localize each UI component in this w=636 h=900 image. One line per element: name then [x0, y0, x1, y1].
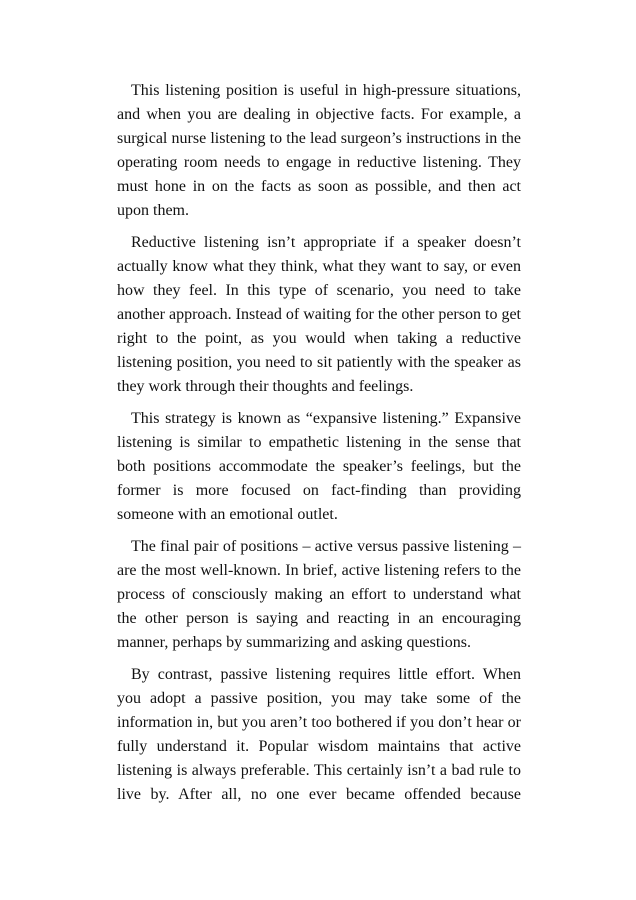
text-line: manner, perhaps by summarizing and asking questions. [117, 634, 471, 651]
text-line: and when you are dealing in objective facts. For example, a [117, 106, 521, 123]
text-line: they work through their thoughts and feelings. [117, 378, 414, 395]
text-line: The final pair of positions – active versus passive listening – [131, 538, 521, 555]
text-line: listening is similar to empathetic listening in the sense that [117, 434, 521, 451]
text-line: another approach. Instead of waiting for the other person to get [117, 306, 521, 323]
paragraph [117, 535, 521, 655]
document-page [117, 79, 521, 815]
paragraph [117, 79, 521, 223]
text-line: right to the point, as you would when taking a reductive [117, 330, 521, 347]
text-line: are the most well-known. In brief, active listening refers to the [117, 562, 521, 579]
text-line: both positions accommodate the speaker’s feelings, but the [117, 458, 521, 475]
text-line: process of consciously making an effort to understand what [117, 586, 521, 603]
text-line: someone with an emotional outlet. [117, 506, 338, 523]
text-line: By contrast, passive listening requires little effort. When [131, 666, 521, 683]
text-line: upon them. [117, 202, 189, 219]
text-line: surgical nurse listening to the lead surgeon’s instructions in the [117, 130, 521, 147]
paragraph [117, 231, 521, 399]
text-line: the other person is saying and reacting in an encouraging [117, 610, 521, 627]
text-line: Reductive listening isn’t appropriate if a speaker doesn’t [131, 234, 521, 251]
text-line: listening is always preferable. This certainly isn’t a bad rule to [117, 762, 521, 779]
text-line: This strategy is known as “expansive listening.” Expansive [131, 410, 521, 427]
text-line: operating room needs to engage in reductive listening. They [117, 154, 521, 171]
text-line: former is more focused on fact-finding than providing [117, 482, 521, 499]
text-line: This listening position is useful in high-pressure situations, [131, 82, 521, 99]
text-line: you adopt a passive position, you may take some of the [117, 690, 521, 707]
paragraph [117, 663, 521, 807]
text-line: must hone in on the facts as soon as possible, and then act [117, 178, 521, 195]
paragraph [117, 407, 521, 527]
text-line: listening position, you need to sit patiently with the speaker as [117, 354, 521, 371]
text-line: how they feel. In this type of scenario, you need to take [117, 282, 521, 299]
text-line: fully understand it. Popular wisdom maintains that active [117, 738, 521, 755]
text-line: live by. After all, no one ever became offended because [117, 786, 521, 803]
text-line: actually know what they think, what they want to say, or even [117, 258, 521, 275]
text-line: information in, but you aren’t too bothered if you don’t hear or [117, 714, 521, 731]
